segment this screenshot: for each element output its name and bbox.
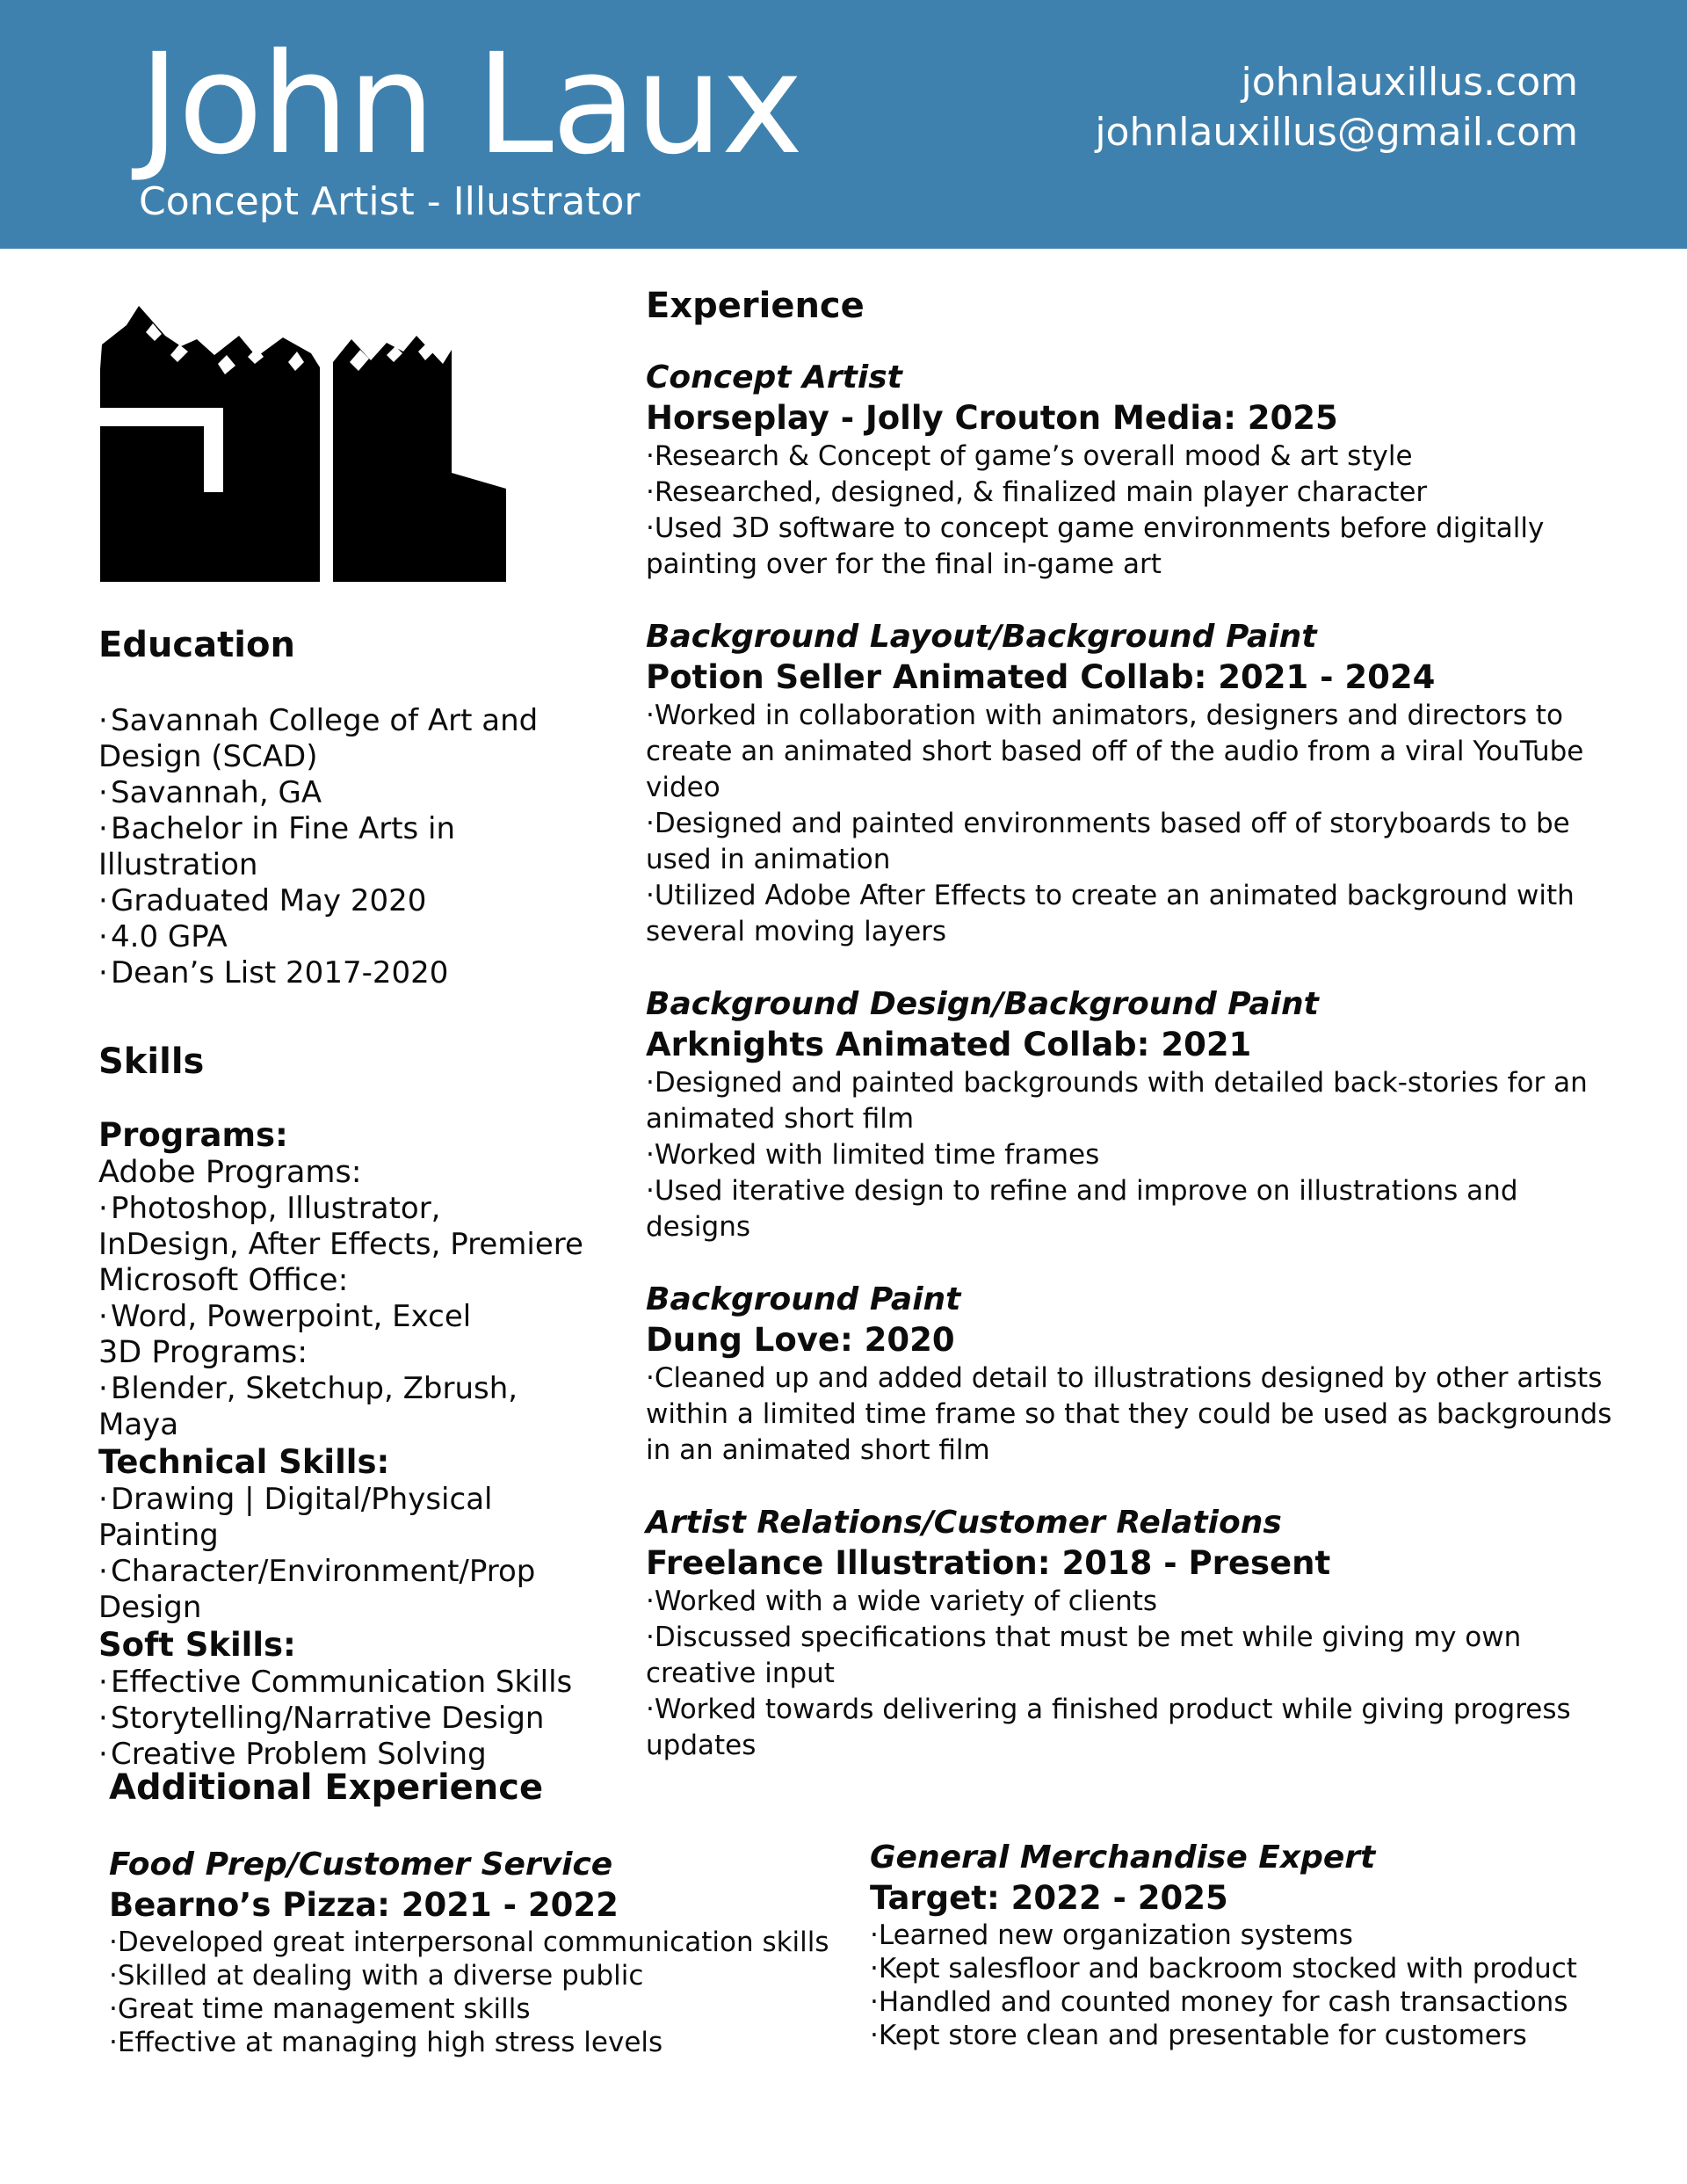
job-bullet: ·Worked towards delivering a finished product while giving progress updates [646,1694,1571,1761]
soft-skill-item: ·Effective Communication Skills [98,1665,573,1700]
programs-heading: Programs: [98,1116,288,1154]
technical-skill-item: ·Character/Environment/Prop Design [98,1554,536,1625]
job-bullet: ·Discussed specifications that must be met while giving my own creative input [646,1622,1522,1689]
job-company: Arknights Animated Collab: 2021 [646,1026,1252,1063]
office-label: Microsoft Office: [98,1263,349,1298]
experience-entry [646,357,1612,583]
education-item: ·Savannah, GA [98,775,322,810]
adobe-label: Adobe Programs: [98,1155,362,1190]
education-item: ·Graduated May 2020 [98,883,427,918]
job-bullet: ·Worked with limited time frames [646,1139,1100,1171]
job-bullet: ·Effective at managing high stress levels [109,2027,663,2058]
job-bullet: ·Utilized Adobe After Effects to create an animated background with several moving layers [646,880,1575,947]
education-item: ·4.0 GPA [98,919,228,954]
website-link[interactable]: johnlauxillus.com [1241,60,1578,105]
job-bullet: ·Developed great interpersonal communication skills [109,1926,829,1958]
job-bullet: ·Worked with a wide variety of clients [646,1585,1158,1617]
technical-skills-heading: Technical Skills: [98,1443,390,1481]
experience-entry [646,983,1612,1245]
job-bullet: ·Used iterative design to refine and improve on illustrations and designs [646,1175,1518,1243]
office-item: ·Word, Powerpoint, Excel [98,1299,472,1334]
experience-column [646,287,1612,1797]
job-bullet: ·Great time management skills [109,1993,531,2025]
additional-entry-left [109,1844,838,2059]
job-bullet: ·Kept salesfloor and backroom stocked with product [870,1953,1577,1984]
soft-skill-item: ·Storytelling/Narrative Design [98,1701,545,1736]
technical-skill-item: ·Drawing | Digital/Physical Painting [98,1482,493,1553]
job-bullet: ·Learned new organization systems [870,1919,1353,1951]
threed-item: ·Blender, Sketchup, Zbrush, Maya [98,1371,518,1442]
education-item: ·Savannah College of Art and Design (SCAD) [98,703,539,774]
left-column [98,626,590,1773]
education-list [98,703,590,991]
email-link[interactable]: johnlauxillus@gmail.com [1095,110,1578,155]
job-role: Background Layout/Background Paint [646,619,1317,655]
job-bullet: ·Kept store clean and presentable for customers [870,2020,1527,2051]
job-company: Horseplay - Jolly Crouton Media: 2025 [646,399,1338,437]
additional-entry-right [870,1837,1590,2052]
soft-skills-heading: Soft Skills: [98,1626,296,1664]
skills-heading: Skills [98,1041,205,1082]
job-bullet: ·Designed and painted backgrounds with detailed back-stories for an animated short film [646,1067,1588,1135]
experience-list [646,357,1612,1764]
job-bullet: ·Skilled at dealing with a diverse public [109,1960,644,1992]
job-company: Target: 2022 - 2025 [870,1879,1228,1917]
contact-block [1095,57,1578,157]
applicant-name: John Laux [139,24,802,185]
job-bullet: ·Handled and counted money for cash transactions [870,1986,1568,2018]
job-role: Food Prep/Customer Service [109,1847,613,1883]
job-company: Potion Seller Animated Collab: 2021 - 2024 [646,658,1436,696]
jl-monogram-mountain-logo [100,301,509,582]
job-title: Concept Artist - Illustrator [139,179,641,224]
threed-label: 3D Programs: [98,1335,308,1370]
job-company: Freelance Illustration: 2018 - Present [646,1544,1331,1582]
education-heading: Education [98,625,295,665]
job-bullet: ·Worked in collaboration with animators, designers and directors to create an animated short based off of the audio from a viral YouTube video [646,700,1584,803]
job-role: Concept Artist [646,359,902,395]
experience-entry [646,1502,1612,1764]
education-item: ·Bachelor in Fine Arts in Illustration [98,811,456,882]
experience-entry [646,1279,1612,1469]
job-role: Artist Relations/Customer Relations [646,1505,1282,1541]
job-bullet: ·Used 3D software to concept game environments before digitally painting over for the final in-game art [646,512,1545,580]
adobe-item: ·Photoshop, Illustrator, InDesign, After Effects, Premiere [98,1191,583,1262]
job-role: Background Design/Background Paint [646,986,1319,1022]
job-role: General Merchandise Expert [870,1839,1376,1876]
job-company: Dung Love: 2020 [646,1321,955,1359]
job-company: Bearno’s Pizza: 2021 - 2022 [109,1886,619,1924]
job-bullet: ·Designed and painted environments based off of storyboards to be used in animation [646,808,1570,875]
job-role: Background Paint [646,1281,961,1317]
experience-entry [646,616,1612,950]
header-banner [0,0,1687,249]
job-bullet: ·Cleaned up and added detail to illustrations designed by other artists within a limited time frame so that they could be used as backgrounds in an animated short film [646,1362,1612,1466]
job-bullet: ·Research & Concept of game’s overall mood & art style [646,440,1413,472]
education-item: ·Dean’s List 2017-2020 [98,955,449,990]
soft-skill-item: ·Creative Problem Solving [98,1737,487,1772]
additional-experience-heading: Additional Experience [109,1767,544,1808]
experience-heading: Experience [646,286,865,326]
job-bullet: ·Researched, designed, & finalized main player character [646,476,1428,508]
